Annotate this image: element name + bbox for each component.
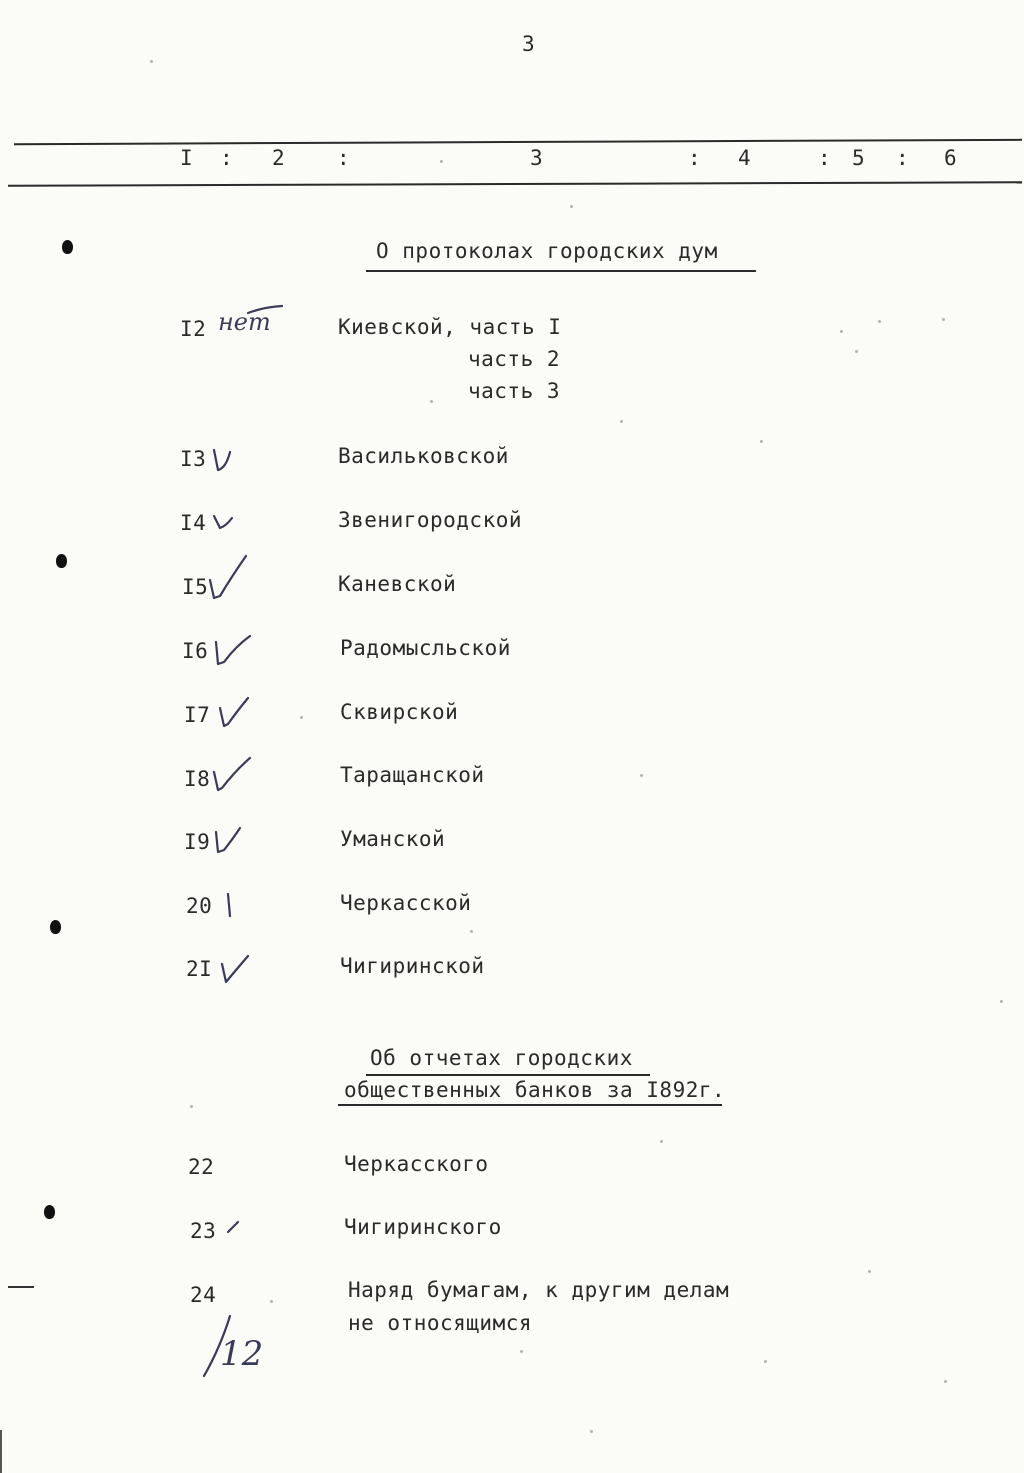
punch-hole	[44, 1205, 55, 1219]
section-2-title-line-2: общественных банков за I892г.	[344, 1078, 726, 1102]
item-number: 23	[190, 1219, 217, 1243]
item-number: I4	[180, 511, 207, 535]
item-number: I7	[184, 703, 211, 727]
item-name: Васильковской	[338, 444, 509, 468]
scan-speck	[764, 1360, 767, 1363]
item-number: I3	[180, 447, 207, 471]
check-mark-icon	[210, 506, 236, 532]
item-name: Радомысльской	[340, 636, 511, 660]
item-name-continued: не относящимся	[348, 1311, 533, 1335]
column-separator: :	[688, 146, 702, 170]
column-header-2: 2	[272, 146, 286, 170]
page-number: 3	[522, 32, 536, 56]
scan-speck	[760, 440, 763, 443]
column-header-1: I	[180, 146, 194, 170]
scan-speck	[520, 1350, 523, 1353]
handwritten-slash	[196, 1312, 266, 1382]
item-number: 22	[188, 1155, 215, 1179]
item-name: Таращанской	[340, 763, 485, 787]
scan-speck	[944, 1380, 947, 1383]
item-name: Уманской	[340, 827, 446, 851]
header-top-rule	[14, 139, 1022, 145]
item-name: Звенигородской	[338, 508, 523, 532]
edge-mark	[0, 1430, 2, 1473]
item-name: Наряд бумагам, к другим делам	[348, 1278, 730, 1302]
item-name: Киевской, часть I	[338, 315, 562, 339]
item-name: Черкасской	[340, 891, 472, 915]
check-mark-icon	[210, 822, 246, 856]
column-separator: :	[337, 146, 351, 170]
section-1-underline	[366, 270, 756, 272]
section-2-underline-2	[338, 1104, 722, 1106]
item-number: I8	[184, 767, 211, 791]
scan-speck	[440, 160, 443, 163]
column-separator: :	[220, 146, 234, 170]
item-number: I6	[182, 639, 209, 663]
header-bottom-rule	[8, 181, 1022, 187]
scan-speck	[150, 60, 153, 63]
scan-speck	[868, 1270, 871, 1273]
item-number: 20	[186, 894, 213, 918]
edge-mark	[8, 1286, 34, 1288]
check-mark-icon	[216, 952, 252, 988]
scan-speck	[878, 320, 881, 323]
item-name: Черкасского	[344, 1152, 489, 1176]
item-number: 2I	[186, 957, 213, 981]
scan-speck	[1000, 1000, 1003, 1003]
item-name: Чигиринской	[340, 954, 485, 978]
handwritten-stroke	[246, 303, 286, 317]
scan-speck	[620, 420, 623, 423]
item-name: Чигиринского	[344, 1215, 502, 1239]
item-name: Сквирской	[340, 700, 459, 724]
scan-speck	[430, 400, 433, 403]
column-header-5: 5	[852, 146, 866, 170]
scan-speck	[470, 930, 473, 933]
punch-hole	[50, 920, 61, 934]
column-separator: :	[818, 146, 832, 170]
scan-speck	[640, 774, 643, 777]
scan-speck	[300, 716, 303, 719]
scan-speck	[660, 1140, 663, 1143]
check-mark-icon	[210, 632, 254, 668]
scan-speck	[840, 330, 843, 333]
item-part: часть 3	[468, 379, 561, 403]
item-number: I2	[180, 317, 207, 341]
scan-speck	[570, 205, 573, 208]
check-mark-icon	[208, 444, 234, 476]
check-mark-icon	[224, 1218, 244, 1238]
item-number: 24	[190, 1283, 217, 1307]
column-header-6: 6	[944, 146, 958, 170]
check-mark-icon	[212, 694, 252, 734]
column-header-4: 4	[738, 146, 752, 170]
check-mark-icon	[220, 888, 240, 922]
handwritten-note: нет	[218, 308, 271, 336]
item-name: Каневской	[338, 572, 457, 596]
scan-speck	[270, 1300, 273, 1303]
scan-speck	[855, 350, 858, 353]
check-mark-icon	[206, 552, 252, 602]
scan-speck	[590, 1430, 593, 1433]
section-1-title: О протоколах городских дум	[376, 239, 718, 263]
section-2-title-line-1: Об отчетах городских	[370, 1046, 633, 1070]
column-separator: :	[896, 146, 910, 170]
column-header-3: 3	[530, 146, 544, 170]
section-2-underline-1	[366, 1074, 650, 1076]
punch-hole	[56, 554, 67, 568]
check-mark-icon	[210, 754, 254, 794]
item-number: I9	[184, 830, 211, 854]
item-part: часть 2	[468, 347, 561, 371]
handwritten-total: 12	[220, 1334, 264, 1374]
item-number: I5	[182, 575, 209, 599]
scan-speck	[942, 318, 945, 321]
punch-hole	[62, 240, 73, 254]
scan-speck	[190, 1105, 193, 1108]
